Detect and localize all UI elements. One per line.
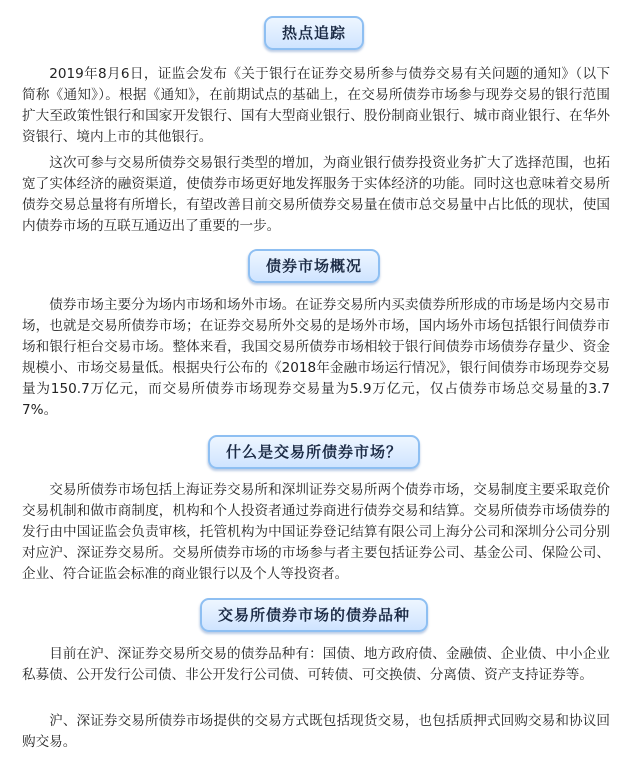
paragraph-market-overview: 债券市场主要分为场内市场和场外市场。在证券交易所内买卖债券所形成的市场是场内交易市场，也就是交易所债券市场；在证券交易所外交易的是场外市场，国内场外市场包括银行间债券市场和银行柜台交易市场。整体来看，我国交易所债券市场相较于银行间债券市场债券存量少、资金规模小、市场交易量低。根据央行公布的《2018年金融市场运行情况》，银行间债券市场现券交易量为150.7万亿元，而交易所债券市场现券交易量为5.9万亿元，仅占债券市场总交易量的3.77%。 (22, 297, 610, 418)
section-heading-bond-varieties: 交易所债券市场的债券品种 (200, 598, 428, 632)
paragraph-bond-varieties: 目前在沪、深证券交易所交易的债券品种有：国债、地方政府债、金融债、企业债、中小企业私募债、公开发行公司债、非公开发行公司债、可转债、可交换债、分离债、资产支持证券等。 (22, 646, 610, 683)
section-heading-bond-market-overview: 债券市场概况 (248, 249, 380, 283)
section-heading-what-is-exchange-market: 什么是交易所债券市场？ (208, 435, 420, 469)
section-heading-hot-topics: 热点追踪 (264, 16, 364, 50)
paragraph-exchange-market: 交易所债券市场包括上海证券交易所和深圳证券交易所两个债券市场，交易制度主要采取竞价交易机制和做市商制度，机构和个人投资者通过券商进行债券交易和结算。交易所债券市场债券的发行由中国证监会负责审核，托管机构为中国证券登记结算有限公司上海分公司和深圳分公司分别对应沪、深证券交易所。交易所债券市场的市场参与者主要包括证券公司、基金公司、保险公司、企业、符合证监会标准的商业银行以及个人等投资者。 (22, 482, 610, 582)
paragraph-impact: 这次可参与交易所债券交易银行类型的增加，为商业银行债券投资业务扩大了选择范围，也拓宽了实体经济的融资渠道，使债券市场更好地发挥服务于实体经济的功能。同时这也意味着交易所债券交易总量将有所增长，有望改善目前交易所债券交易量在债市总交易量中占比低的现状，使国内债券市场的互联互通迈出了重要的一步。 (22, 155, 610, 234)
paragraph-trading-methods: 沪、深证券交易所债券市场提供的交易方式既包括现货交易，也包括质押式回购交易和协议回购交易。 (22, 713, 610, 750)
paragraph-notice: 2019年8月6日，证监会发布《关于银行在证券交易所参与债券交易有关问题的通知》（以下简称《通知》）。根据《通知》，在前期试点的基础上，在交易所债券市场参与现券交易的银行范围扩大至政策性银行和国家开发银行、国有大型商业银行、股份制商业银行、城市商业银行、在华外资银行、境内上市的其他银行。 (22, 66, 610, 145)
